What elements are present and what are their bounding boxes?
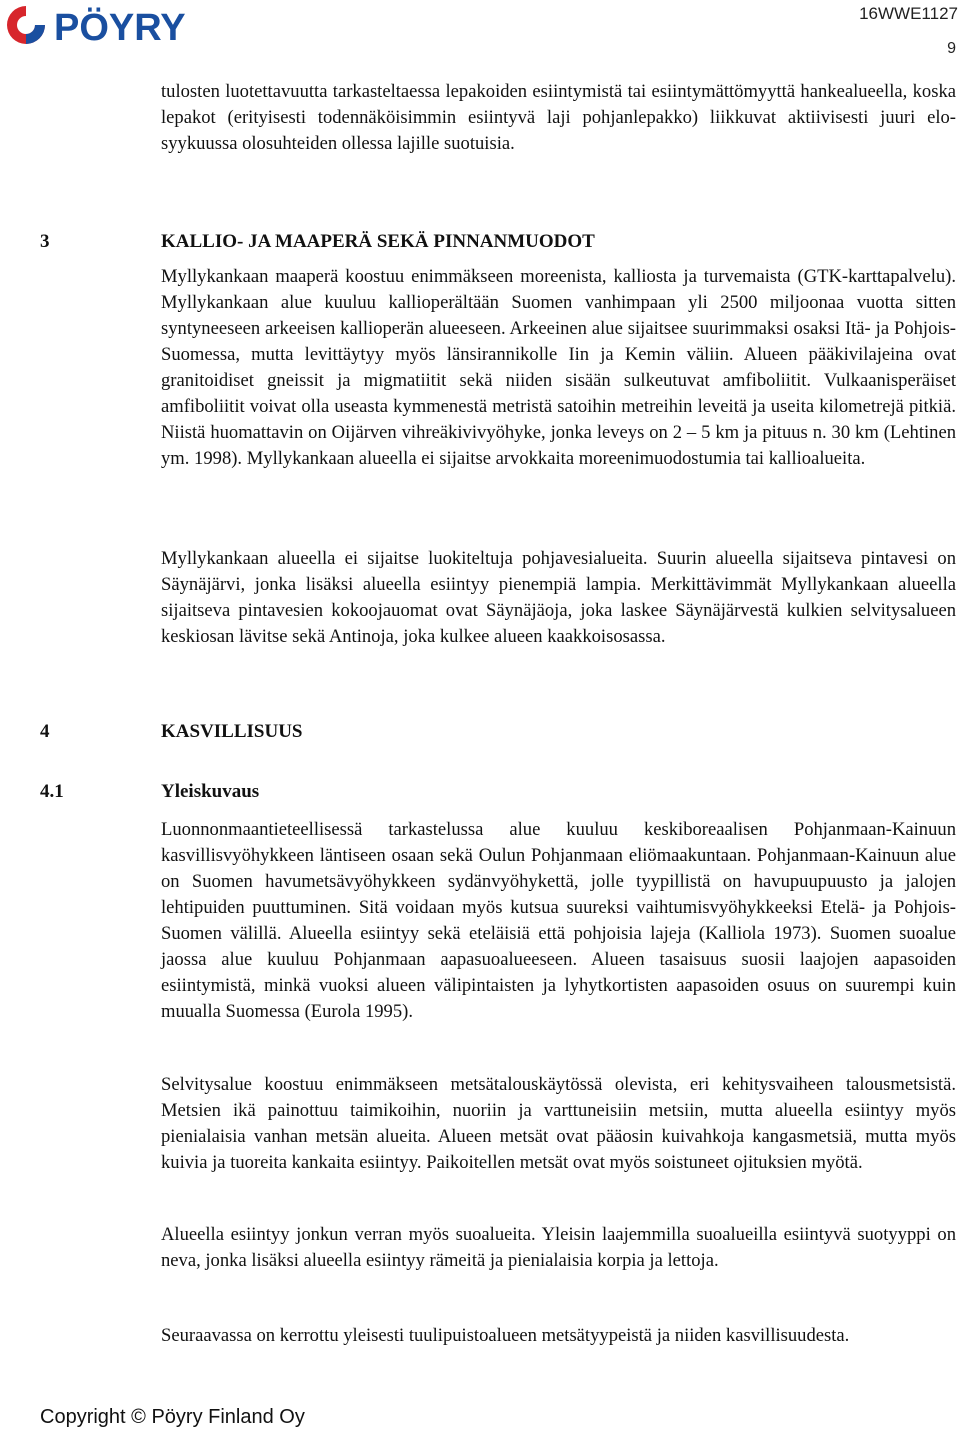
logo-text: PÖYRY <box>54 7 186 47</box>
section-4-1-body-2 <box>161 1072 956 1176</box>
section-title: KALLIO- JA MAAPERÄ SEKÄ PINNANMUODOT <box>161 231 595 252</box>
section-3-body <box>161 264 956 472</box>
logo-swirl-blue-icon <box>26 25 45 44</box>
paragraph: Alueella esiintyy jonkun verran myös suoalueita. Yleisin laajemmilla suoalueilla esiintyvä suotyyppi on neva, jonka lisäksi alueella esiintyy rämeitä ja pienialaisia korpia ja lettoja. <box>161 1224 956 1271</box>
section-number: 4 <box>40 721 50 742</box>
section-title: KASVILLISUUS <box>161 721 303 742</box>
paragraph: Luonnonmaantieteellisessä tarkastelussa alue kuuluu keskiboreaalisen Pohjanmaan-Kainuun kasvillisvyöhykkeen läntiseen osaan sekä Oulun Pohjanmaan eliömaakuntaan. Pohjanmaan-Kainuun alue on Suomen havumetsävyöhykkeen sydänvyöhykettä, jolle tyypillistä on havupuupuusto ja jalojen lehtipuiden puuttuminen. Sitä voidaan myös kutsua suureksi vaihtumisvyöhykkeeksi Etelä- ja Pohjois-Suomen välillä. Alueella esiintyy sekä eteläisiä että pohjoisia lajeja (Kalliola 1973). Suomen suoalue​jaossa alue kuuluu Pohjanmaan aapasuoalueeseen. Alueen tasaisuus suosii laajojen aapasoiden esiintymistä, minkä vuoksi alueen välipintaisten ja lyhytkortisten aapasoiden osuus on suurempi kuin muualla Suomessa (Eurola 1995). <box>161 819 956 1022</box>
paragraph: Selvitysalue koostuu enimmäkseen metsätalouskäytössä olevista, eri kehitysvaiheen talousmetsistä. Metsien ikä painottuu taimikoihin, nuoriin ja varttuneisiin metsiin, mutta alueella esiintyy myös pienialaisia vanhan metsän alueita. Alueen metsät ovat pääosin kuivahkoja kangasmetsiä, mutta myös kuivia ja tuoreita kankaita esiintyy. Paikoitellen metsät ovat myös soistuneet ojituksien myötä. <box>161 1074 956 1173</box>
intro-block <box>161 79 956 157</box>
page-header <box>0 0 960 57</box>
document-id: 16WWE1127 <box>859 4 958 23</box>
section-4-1-body-1 <box>161 817 956 1025</box>
section-3-body-2 <box>161 546 956 650</box>
paragraph: Seuraavassa on kerrottu yleisesti tuulipuistoalueen metsätyypeistä ja niiden kasvillisuudesta. <box>161 1325 850 1346</box>
poyry-logo <box>4 3 249 47</box>
section-4-1-body-4 <box>161 1323 956 1349</box>
section-4-1-body-3 <box>161 1222 956 1274</box>
section-title: Yleiskuvaus <box>161 781 260 802</box>
paragraph: Myllykankaan maaperä koostuu enimmäkseen moreenista, kalliosta ja turvemaista (GTK-karttapalvelu). Myllykankaan alue kuuluu kallioperältään Suomen vanhimpaan yli 2500 miljoonaa vuotta sitten syntyneeseen arkeeisen kallioperän alueeseen. Arkeeinen alue sijaitsee suurimmaksi osaksi Itä- ja Pohjois-Suomessa, mutta levittäytyy myös länsirannikolle Iin ja Kemin väliin. Alueen pääkivilajeina ovat granitoidiset gneissit ja migmatiitit sekä niiden sisään sulkeutuvat amfiboliitit. Vulkaanisperäiset amfiboliitit voivat olla useasta kymmenestä metristä satoihin metreihin leveitä ja useita kilometrejä pitkiä. Niistä huomattavin on Oijärven vihreäkivivyöhyke, jonka leveys on 2 – 5 km ja pituus n. 30 km (Lehtinen ym. 1998). Myllykankaan alueella ei sijaitse arvokkaita moreenimuodostumia tai kallioalueita. <box>161 266 956 469</box>
paragraph: Myllykankaan alueella ei sijaitse luokiteltuja pohjavesialueita. Suurin alueella sijaitseva pintavesi on Säynäjärvi, jonka lisäksi alueella esiintyy pienempiä lampia. Merkittävimmät Myllykankaan alueella sijaitseva pintavesien kokoojauomat ovat Säynäjäoja, joka laskee Säynäjärvestä kulkien selvitysalueen keskiosan lävitse sekä Antinoja, joka kulkee alueen kaakkoisosassa. <box>161 548 956 647</box>
section-number: 3 <box>40 231 50 252</box>
section-number: 4.1 <box>40 781 64 802</box>
copyright-footer: Copyright © Pöyry Finland Oy <box>40 1406 305 1428</box>
page-number: 9 <box>947 40 956 57</box>
intro-paragraph: tulosten luotettavuutta tarkasteltaessa lepakoiden esiintymistä tai esiintymättömyyttä hankealueella, koska lepakot (erityisesti todennäköisimmin esiintyvä laji pohjanlepakko) liikkuvat aktiivisesti juuri elo-syykuussa olosuhteiden ollessa lajille suotuisia. <box>161 81 956 154</box>
